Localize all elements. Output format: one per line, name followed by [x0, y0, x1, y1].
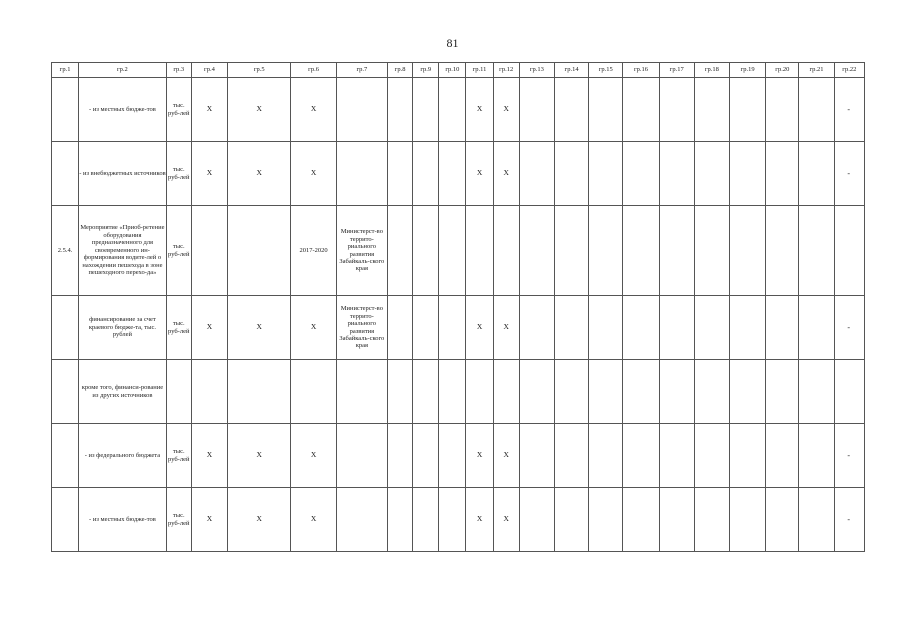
cell-gr22 [834, 78, 864, 142]
cell-gr22 [834, 142, 864, 206]
cell-value: - из местных бюдже-тов [89, 515, 156, 523]
cell-value: тыс. руб-лей [168, 320, 190, 335]
cell-gr7 [336, 206, 387, 296]
cell-gr19 [730, 488, 766, 552]
column-header-16: гр.16 [623, 63, 659, 78]
cell-gr21 [799, 360, 834, 424]
cell-gr19 [730, 424, 766, 488]
cell-gr2 [79, 78, 167, 142]
cell-gr4 [191, 360, 227, 424]
cell-gr18 [694, 142, 729, 206]
cell-value: - [847, 322, 850, 332]
cell-gr21 [799, 488, 834, 552]
cell-value: Х [310, 450, 317, 460]
cell-gr22 [834, 296, 864, 360]
cell-gr5 [228, 424, 291, 488]
cell-gr22 [834, 206, 864, 296]
column-header-13: гр.13 [519, 63, 554, 78]
cell-gr21 [799, 142, 834, 206]
cell-gr12 [493, 360, 519, 424]
cell-gr8 [388, 78, 413, 142]
cell-value: Х [310, 104, 317, 114]
cell-gr13 [519, 206, 554, 296]
cell-gr15 [589, 206, 623, 296]
cell-gr9 [413, 424, 439, 488]
cell-gr9 [413, 78, 439, 142]
table-row [52, 296, 865, 360]
cell-gr10 [439, 360, 466, 424]
cell-gr11 [466, 142, 493, 206]
cell-gr17 [659, 78, 694, 142]
cell-gr7 [336, 296, 387, 360]
cell-gr11 [466, 206, 493, 296]
cell-gr19 [730, 360, 766, 424]
table-row [52, 142, 865, 206]
cell-gr16 [623, 360, 659, 424]
cell-gr4 [191, 206, 227, 296]
cell-gr3 [166, 142, 191, 206]
cell-gr5 [228, 296, 291, 360]
cell-value: Х [476, 450, 483, 460]
cell-gr19 [730, 142, 766, 206]
cell-gr17 [659, 360, 694, 424]
cell-gr11 [466, 424, 493, 488]
column-header-17: гр.17 [659, 63, 694, 78]
table-row [52, 424, 865, 488]
cell-gr14 [554, 206, 588, 296]
cell-value: 2017-2020 [299, 246, 328, 254]
cell-gr3 [166, 488, 191, 552]
column-header-11: гр.11 [466, 63, 493, 78]
cell-gr20 [766, 142, 799, 206]
cell-gr2 [79, 488, 167, 552]
cell-gr18 [694, 78, 729, 142]
cell-gr21 [799, 424, 834, 488]
program-table [51, 62, 865, 552]
cell-gr15 [589, 488, 623, 552]
cell-gr1 [52, 424, 79, 488]
cell-value: Х [206, 322, 213, 332]
cell-gr11 [466, 360, 493, 424]
cell-value: Х [256, 450, 262, 460]
cell-value: Х [476, 514, 483, 524]
cell-gr17 [659, 206, 694, 296]
cell-gr1 [52, 206, 79, 296]
cell-gr3 [166, 360, 191, 424]
column-header-5: гр.5 [228, 63, 291, 78]
cell-gr19 [730, 206, 766, 296]
cell-gr22 [834, 488, 864, 552]
cell-value: Х [256, 514, 262, 524]
cell-value: Мероприятие «Приоб-ретение оборудования предназначенного для своевременного ин-формирования водите-лей о нахождении пешехода в зоне пешеходного перехо-да» [80, 224, 165, 277]
cell-gr13 [519, 488, 554, 552]
cell-value: Х [310, 322, 317, 332]
cell-gr7 [336, 424, 387, 488]
cell-gr6 [291, 296, 336, 360]
cell-gr8 [388, 206, 413, 296]
cell-gr12 [493, 78, 519, 142]
cell-gr2 [79, 296, 167, 360]
cell-value: Х [310, 514, 317, 524]
cell-gr8 [388, 142, 413, 206]
cell-gr12 [493, 296, 519, 360]
cell-gr9 [413, 488, 439, 552]
cell-gr15 [589, 296, 623, 360]
cell-gr13 [519, 78, 554, 142]
cell-value: - [847, 514, 850, 524]
cell-gr16 [623, 142, 659, 206]
cell-value: - [847, 168, 850, 178]
cell-gr9 [413, 296, 439, 360]
cell-gr11 [466, 78, 493, 142]
cell-gr1 [52, 296, 79, 360]
column-header-4: гр.4 [191, 63, 227, 78]
cell-gr3 [166, 78, 191, 142]
table-row [52, 78, 865, 142]
cell-gr11 [466, 296, 493, 360]
cell-gr6 [291, 360, 336, 424]
cell-gr10 [439, 424, 466, 488]
cell-gr5 [228, 206, 291, 296]
column-header-9: гр.9 [413, 63, 439, 78]
cell-gr17 [659, 488, 694, 552]
cell-gr16 [623, 488, 659, 552]
cell-gr13 [519, 142, 554, 206]
cell-gr5 [228, 142, 291, 206]
cell-gr10 [439, 206, 466, 296]
cell-value: Х [503, 450, 509, 460]
cell-gr8 [388, 488, 413, 552]
cell-gr6 [291, 78, 336, 142]
cell-gr9 [413, 142, 439, 206]
column-header-14: гр.14 [554, 63, 588, 78]
cell-gr4 [191, 488, 227, 552]
column-header-1: гр.1 [52, 63, 79, 78]
cell-gr1 [52, 78, 79, 142]
cell-gr20 [766, 296, 799, 360]
cell-gr1 [52, 488, 79, 552]
cell-gr20 [766, 488, 799, 552]
cell-gr15 [589, 78, 623, 142]
cell-gr6 [291, 488, 336, 552]
cell-gr18 [694, 206, 729, 296]
cell-gr2 [79, 360, 167, 424]
cell-gr6 [291, 206, 336, 296]
table-row [52, 488, 865, 552]
column-header-15: гр.15 [589, 63, 623, 78]
column-header-8: гр.8 [388, 63, 413, 78]
cell-gr14 [554, 488, 588, 552]
cell-gr16 [623, 206, 659, 296]
cell-gr6 [291, 142, 336, 206]
table-row [52, 360, 865, 424]
column-header-7: гр.7 [336, 63, 387, 78]
cell-gr21 [799, 296, 834, 360]
cell-gr13 [519, 424, 554, 488]
column-header-10: гр.10 [439, 63, 466, 78]
cell-gr12 [493, 424, 519, 488]
cell-gr2 [79, 142, 167, 206]
cell-gr14 [554, 296, 588, 360]
cell-gr20 [766, 206, 799, 296]
cell-value: Х [476, 322, 483, 332]
column-header-12: гр.12 [493, 63, 519, 78]
cell-gr6 [291, 424, 336, 488]
cell-gr8 [388, 424, 413, 488]
column-header-21: гр.21 [799, 63, 834, 78]
cell-gr16 [623, 424, 659, 488]
cell-value: тыс. руб-лей [168, 166, 190, 181]
cell-value: - из федерального бюджета [84, 451, 161, 459]
cell-gr21 [799, 78, 834, 142]
cell-value: Х [206, 450, 213, 460]
cell-value: Х [503, 514, 509, 524]
column-header-2: гр.2 [79, 63, 167, 78]
cell-value: тыс. руб-лей [168, 243, 190, 258]
cell-value: Х [476, 104, 483, 114]
cell-value: - [847, 450, 850, 460]
cell-gr17 [659, 424, 694, 488]
cell-value: Х [256, 168, 262, 178]
cell-value: Х [310, 168, 317, 178]
cell-gr13 [519, 360, 554, 424]
cell-gr12 [493, 142, 519, 206]
cell-value: Министерст-во террито-риального развития Забайкаль-ского края [339, 228, 385, 273]
cell-gr20 [766, 78, 799, 142]
cell-value: Министерст-во террито-риального развития Забайкаль-ского края [339, 305, 385, 350]
cell-value: тыс. руб-лей [168, 512, 190, 527]
cell-gr14 [554, 142, 588, 206]
column-header-3: гр.3 [166, 63, 191, 78]
cell-gr17 [659, 142, 694, 206]
cell-gr10 [439, 142, 466, 206]
cell-value: тыс. руб-лей [168, 102, 190, 117]
cell-value: - [847, 104, 850, 114]
cell-gr20 [766, 424, 799, 488]
cell-gr14 [554, 78, 588, 142]
cell-gr4 [191, 78, 227, 142]
cell-gr17 [659, 296, 694, 360]
cell-value: финансирование за счет краевого бюдже-та, тыс. рублей [88, 316, 157, 339]
cell-gr19 [730, 296, 766, 360]
cell-gr7 [336, 78, 387, 142]
table-body [52, 63, 865, 552]
page-number: 81 [446, 36, 459, 50]
cell-value: Х [206, 168, 213, 178]
cell-gr13 [519, 296, 554, 360]
cell-gr2 [79, 424, 167, 488]
cell-gr8 [388, 360, 413, 424]
cell-gr8 [388, 296, 413, 360]
column-header-19: гр.19 [730, 63, 766, 78]
column-header-22: гр.22 [834, 63, 864, 78]
column-header-6: гр.6 [291, 63, 336, 78]
cell-gr20 [766, 360, 799, 424]
cell-gr12 [493, 206, 519, 296]
cell-gr10 [439, 296, 466, 360]
cell-gr18 [694, 360, 729, 424]
cell-value: Х [256, 322, 262, 332]
cell-gr12 [493, 488, 519, 552]
cell-value: Х [206, 514, 213, 524]
cell-value: Х [476, 168, 483, 178]
cell-gr5 [228, 488, 291, 552]
cell-value: Х [503, 104, 509, 114]
cell-value: - из местных бюдже-тов [89, 105, 156, 113]
cell-gr10 [439, 488, 466, 552]
cell-gr14 [554, 424, 588, 488]
cell-gr18 [694, 296, 729, 360]
cell-gr18 [694, 488, 729, 552]
cell-gr7 [336, 488, 387, 552]
column-header-20: гр.20 [766, 63, 799, 78]
cell-gr22 [834, 424, 864, 488]
cell-gr4 [191, 142, 227, 206]
cell-gr3 [166, 424, 191, 488]
cell-value: тыс. руб-лей [168, 448, 190, 463]
cell-gr5 [228, 78, 291, 142]
cell-gr4 [191, 296, 227, 360]
cell-value: кроме того, финанси-рование из других источников [81, 384, 164, 399]
cell-value: Х [503, 168, 509, 178]
cell-gr5 [228, 360, 291, 424]
cell-gr2 [79, 206, 167, 296]
cell-gr7 [336, 360, 387, 424]
cell-gr15 [589, 142, 623, 206]
cell-gr21 [799, 206, 834, 296]
cell-gr16 [623, 296, 659, 360]
cell-gr9 [413, 206, 439, 296]
cell-value: - из внебюджетных источников [79, 169, 166, 177]
cell-gr19 [730, 78, 766, 142]
cell-gr3 [166, 296, 191, 360]
cell-gr1 [52, 360, 79, 424]
cell-gr18 [694, 424, 729, 488]
table-header-row [52, 63, 865, 78]
cell-gr10 [439, 78, 466, 142]
cell-gr15 [589, 424, 623, 488]
cell-gr7 [336, 142, 387, 206]
column-header-18: гр.18 [694, 63, 729, 78]
cell-gr4 [191, 424, 227, 488]
table-row [52, 206, 865, 296]
cell-gr16 [623, 78, 659, 142]
cell-gr9 [413, 360, 439, 424]
cell-value: 2.5.4. [57, 246, 73, 254]
cell-value: Х [256, 104, 262, 114]
cell-gr3 [166, 206, 191, 296]
cell-value: Х [206, 104, 213, 114]
cell-gr11 [466, 488, 493, 552]
cell-gr22 [834, 360, 864, 424]
cell-value: Х [503, 322, 509, 332]
cell-gr14 [554, 360, 588, 424]
cell-gr15 [589, 360, 623, 424]
cell-gr1 [52, 142, 79, 206]
